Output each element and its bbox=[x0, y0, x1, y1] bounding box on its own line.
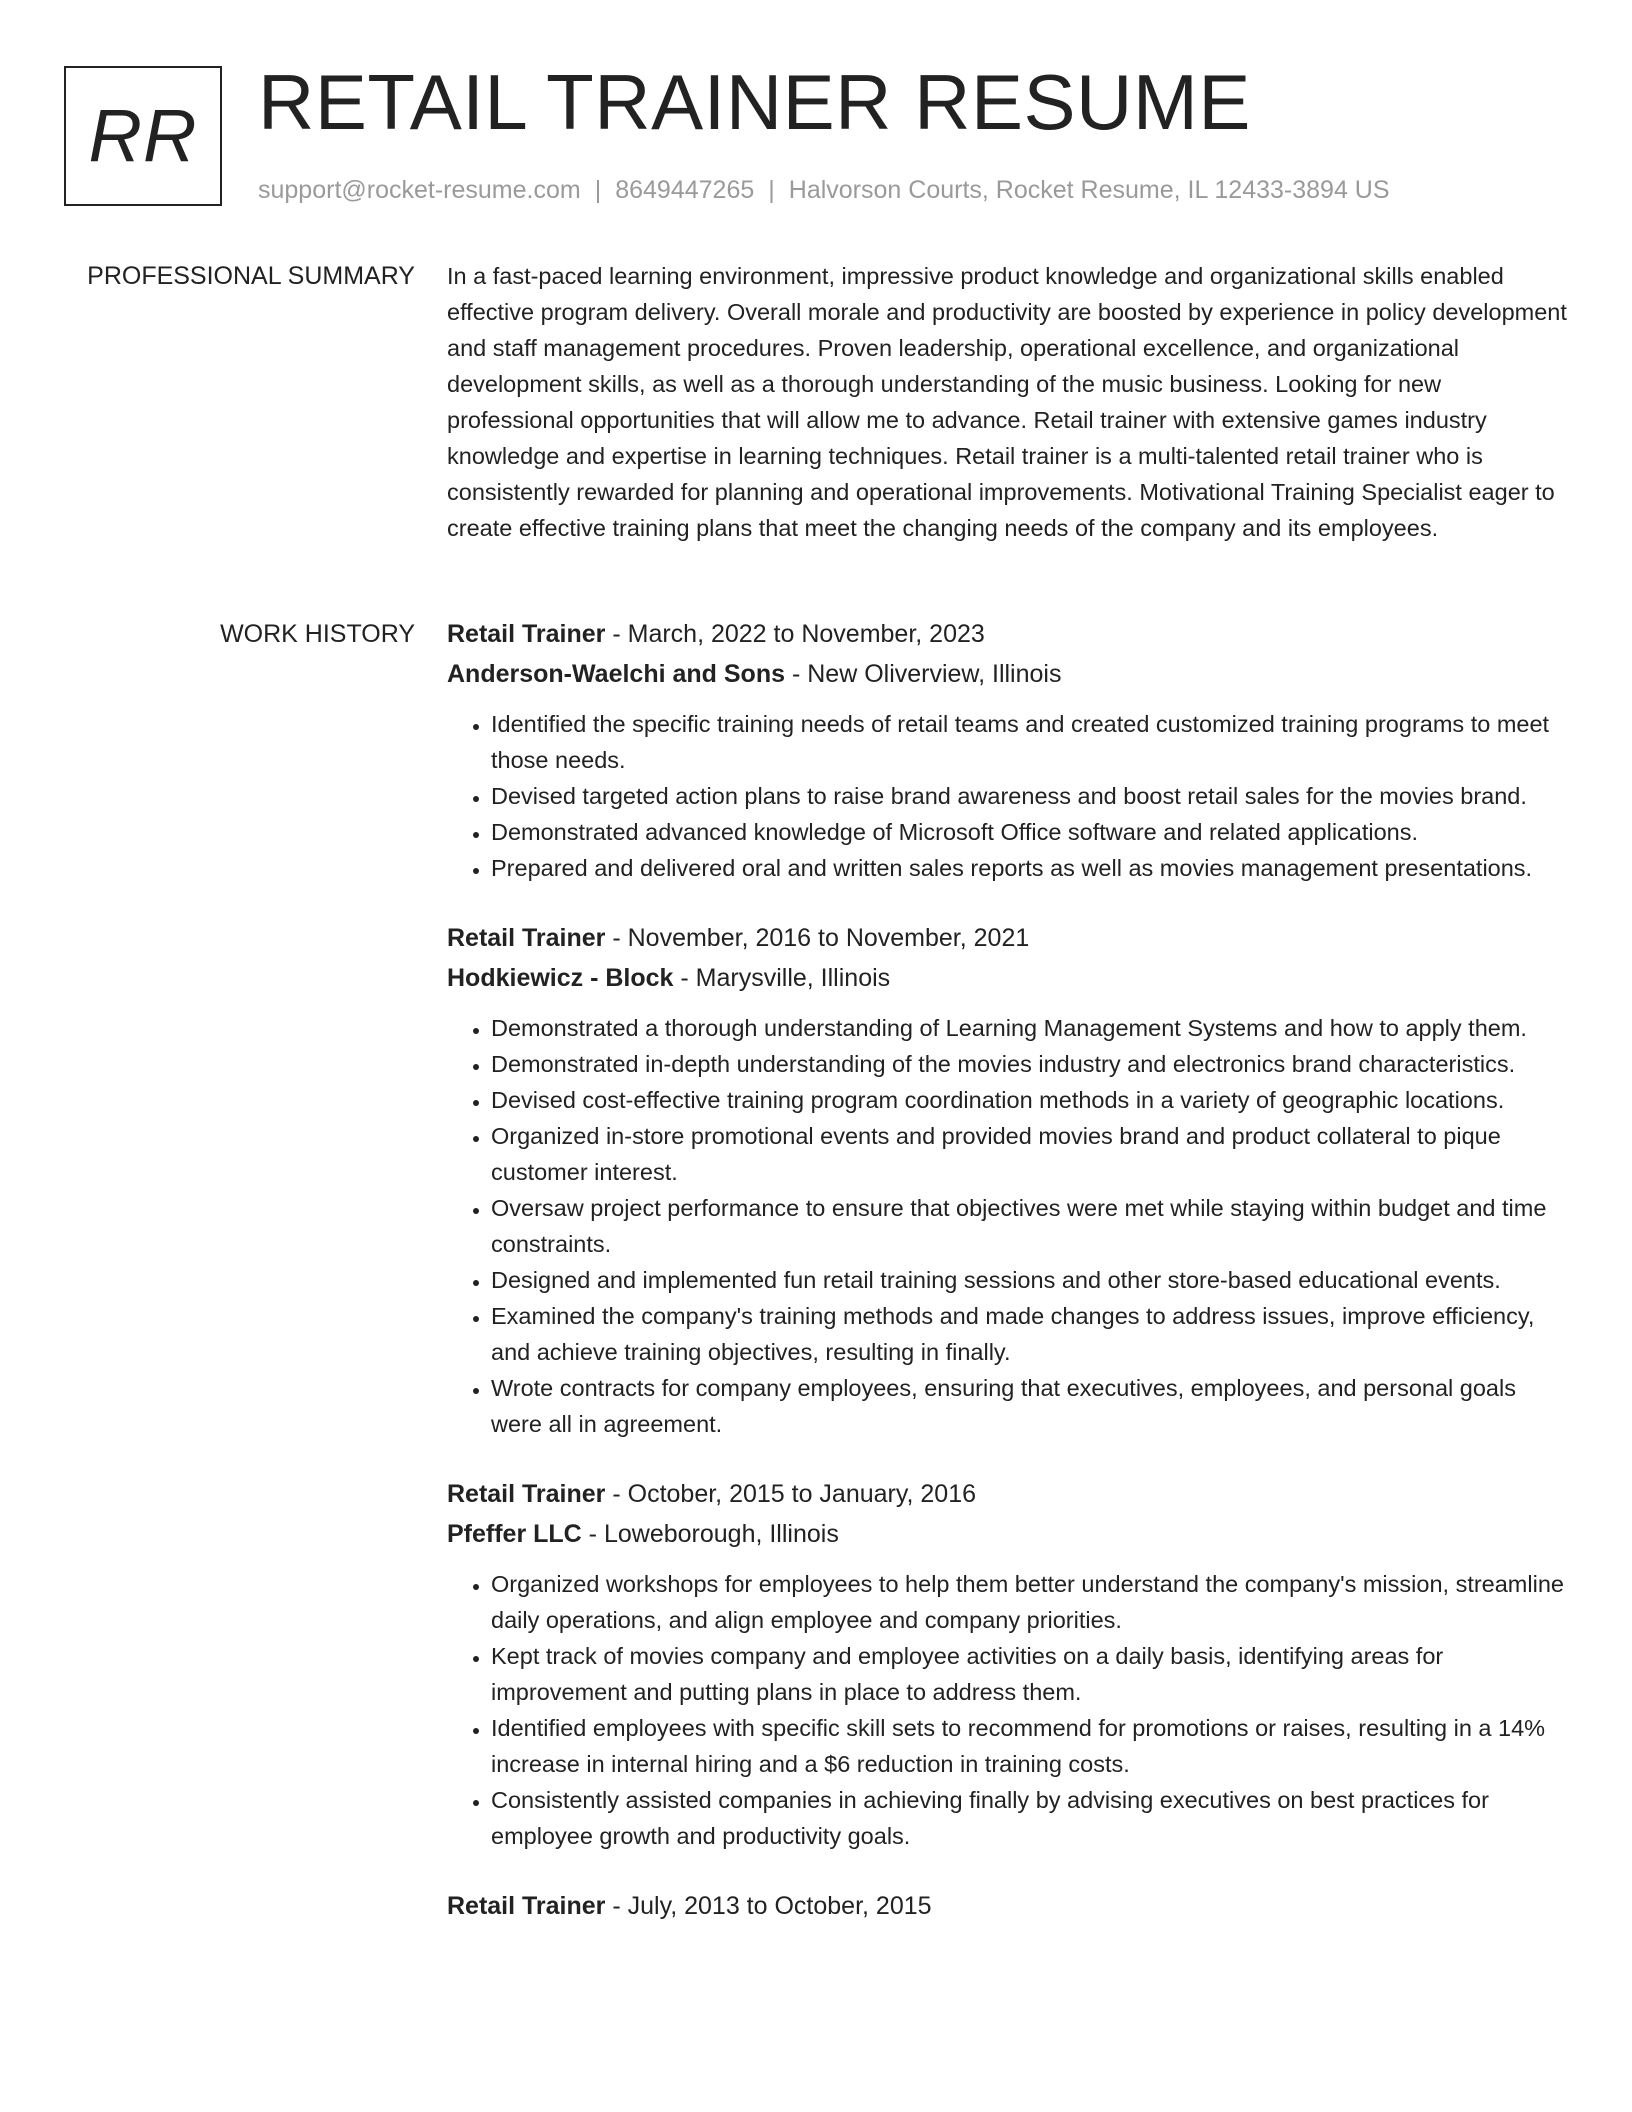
job-dash: - bbox=[605, 620, 628, 648]
job-title-line bbox=[447, 1474, 1567, 1514]
job-bullet: • Devised targeted action plans to raise brand awareness and boost retail sales for the movies brand. bbox=[491, 778, 1567, 814]
job-bullet: • Designed and implemented fun retail training sessions and other store-based educational events. bbox=[491, 1262, 1567, 1298]
job-dates: October, 2015 to January, 2016 bbox=[627, 1480, 977, 1508]
job-dash: - bbox=[605, 924, 628, 952]
job-company-line bbox=[447, 958, 1567, 998]
monogram-logo bbox=[64, 66, 222, 206]
summary-label: PROFESSIONAL SUMMARY bbox=[87, 262, 415, 290]
job-bullets bbox=[447, 1566, 1567, 1854]
job-location: Loweborough, Illinois bbox=[603, 1520, 839, 1548]
job-entry bbox=[447, 1886, 1567, 1926]
job-bullet: • Demonstrated a thorough understanding of Learning Management Systems and how to apply them. bbox=[491, 1010, 1567, 1046]
job-bullet: • Demonstrated in-depth understanding of the movies industry and electronics brand characteristics. bbox=[491, 1046, 1567, 1082]
job-company: Anderson-Waelchi and Sons bbox=[447, 660, 786, 688]
job-bullet: • Examined the company's training methods and made changes to address issues, improve efficiency, and achieve training objectives, resulting in finally. bbox=[491, 1298, 1567, 1370]
job-bullet: • Identified the specific training needs of retail teams and created customized training programs to meet those needs. bbox=[491, 706, 1567, 778]
job-dash: - bbox=[581, 1520, 604, 1548]
job-title: Retail Trainer bbox=[447, 924, 606, 952]
job-title-line bbox=[447, 614, 1567, 654]
job-title-line bbox=[447, 918, 1567, 958]
contact-separator: | bbox=[594, 176, 602, 204]
resume-title: RETAIL TRAINER RESUME bbox=[258, 58, 1251, 146]
job-bullet: • Devised cost-effective training program coordination methods in a variety of geographic locations. bbox=[491, 1082, 1567, 1118]
job-bullet: • Consistently assisted companies in achieving finally by advising executives on best practices for employee growth and productivity goals. bbox=[491, 1782, 1567, 1854]
job-bullet: • Identified employees with specific skill sets to recommend for promotions or raises, resulting in a 14% increase in internal hiring and a $6 reduction in training costs. bbox=[491, 1710, 1567, 1782]
jobs-list bbox=[447, 614, 1567, 1958]
contact-separator: | bbox=[768, 176, 775, 204]
monogram-initials: RR bbox=[88, 94, 198, 177]
job-bullet: • Kept track of movies company and employee activities on a daily basis, identifying areas for improvement and putting plans in place to address them. bbox=[491, 1638, 1567, 1710]
job-company-line bbox=[447, 1514, 1567, 1554]
job-entry bbox=[447, 614, 1567, 886]
job-dash: - bbox=[673, 964, 696, 992]
job-dates: March, 2022 to November, 2023 bbox=[627, 620, 985, 648]
job-bullet: • Oversaw project performance to ensure that objectives were met while staying within budget and time constraints. bbox=[491, 1190, 1567, 1262]
job-company: Hodkiewicz - Block bbox=[447, 964, 674, 992]
job-title: Retail Trainer bbox=[447, 1892, 606, 1920]
contact-address: Halvorson Courts, Rocket Resume, IL 12433-3894 US bbox=[788, 176, 1390, 204]
job-bullets bbox=[447, 1010, 1567, 1442]
job-company: Pfeffer LLC bbox=[447, 1520, 582, 1548]
job-bullet: • Organized in-store promotional events and provided movies brand and product collateral to pique customer interest. bbox=[491, 1118, 1567, 1190]
job-dash: - bbox=[785, 660, 808, 688]
summary-text: In a fast-paced learning environment, impressive product knowledge and organizational skills enabled effective program delivery. Overall morale and productivity are boosted by experience in policy development and staff management procedures. Proven leadership, operational excellence, and organizational development skills, as well as a thorough understanding of the music business. Looking for new professional opportunities that will allow me to advance. Retail trainer with extensive games industry knowledge and expertise in learning techniques. Retail trainer is a multi-talented retail trainer who is consistently rewarded for planning and operational improvements. Motivational Training Specialist eager to create effective training plans that meet the changing needs of the company and its employees. bbox=[447, 263, 1567, 541]
job-bullet: • Wrote contracts for company employees, ensuring that executives, employees, and personal goals were all in agreement. bbox=[491, 1370, 1567, 1442]
contact-email[interactable]: support@rocket-resume.com bbox=[258, 176, 581, 204]
contact-line bbox=[258, 174, 1390, 206]
job-bullet: • Organized workshops for employees to help them better understand the company's mission, streamline daily operations, and align employee and company priorities. bbox=[491, 1566, 1567, 1638]
job-entry bbox=[447, 1474, 1567, 1854]
summary-body bbox=[447, 258, 1567, 546]
job-title: Retail Trainer bbox=[447, 620, 606, 648]
job-dates: July, 2013 to October, 2015 bbox=[627, 1892, 932, 1920]
job-entry bbox=[447, 918, 1567, 1442]
work-history-label: WORK HISTORY bbox=[220, 620, 415, 648]
job-dash: - bbox=[605, 1892, 628, 1920]
job-bullet: • Demonstrated advanced knowledge of Microsoft Office software and related applications. bbox=[491, 814, 1567, 850]
job-bullet: • Prepared and delivered oral and written sales reports as well as movies management presentations. bbox=[491, 850, 1567, 886]
job-title-line bbox=[447, 1886, 1567, 1926]
job-location: New Oliverview, Illinois bbox=[807, 660, 1062, 688]
job-dash: - bbox=[605, 1480, 628, 1508]
job-company-line bbox=[447, 654, 1567, 694]
job-location: Marysville, Illinois bbox=[695, 964, 891, 992]
contact-phone[interactable]: 8649447265 bbox=[615, 176, 755, 204]
job-title: Retail Trainer bbox=[447, 1480, 606, 1508]
job-bullets bbox=[447, 706, 1567, 886]
job-dates: November, 2016 to November, 2021 bbox=[627, 924, 1030, 952]
